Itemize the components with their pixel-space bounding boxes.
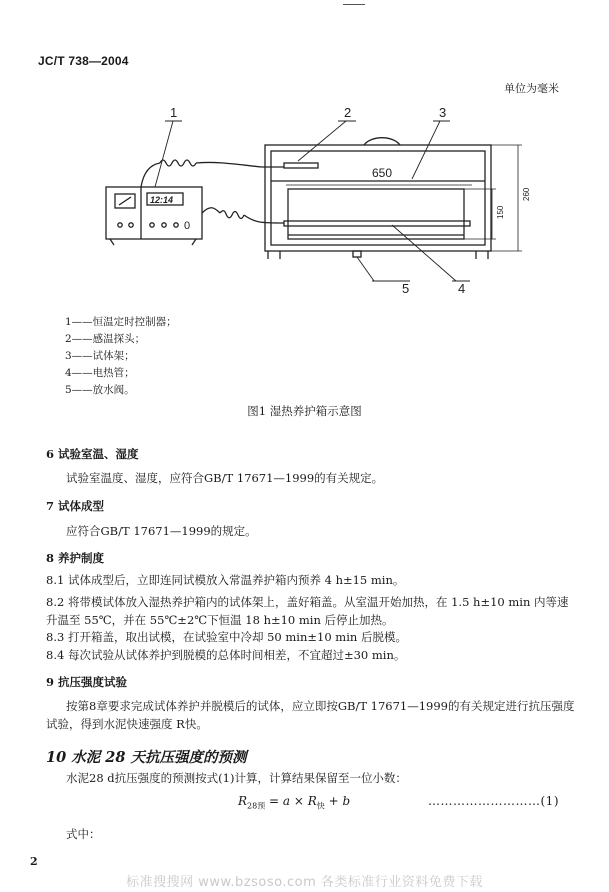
curing-box xyxy=(265,138,491,259)
where-label: 式中： xyxy=(66,827,101,841)
unit-note: 单位为毫米 xyxy=(504,82,559,95)
section-9-heading: 9 抗压强度试验 xyxy=(46,675,128,689)
temperature-probe xyxy=(284,163,318,168)
legend-item: 2——感温探头； xyxy=(65,333,146,345)
section-6-body: 试验室温度、湿度，应符合GB/T 17671—1999的有关规定。 xyxy=(66,471,384,485)
section-8-item: 8.4 每次试验从试体养护到脱模的总体时间相差，不宜超过±30 min。 xyxy=(46,648,406,662)
dim-150: 150 xyxy=(496,205,505,219)
watermark-banner: 标准搜搜网 www.bzsoso.com 各类标准行业资料免费下载 xyxy=(126,875,483,890)
formula-1: $R_{28预} = a \times R_快 + b$ xyxy=(238,794,351,811)
heating-tube xyxy=(284,221,470,226)
callout-2: 2 xyxy=(344,105,352,120)
dim-650: 650 xyxy=(372,166,393,180)
section-8-item: 8.2 将带模试体放入湿热养护箱内的试体架上，盖好箱盖。从室温开始加热，在 1.5 h±10 min 内等速 xyxy=(46,595,569,609)
section-7-heading: 7 试体成型 xyxy=(46,499,105,513)
box-lid-handle xyxy=(364,138,400,145)
legend-item: 4——电热管； xyxy=(65,367,135,379)
figure-humid-heat-curing-box xyxy=(0,95,609,305)
drain-valve-icon xyxy=(353,251,361,257)
controller-knob-icon xyxy=(174,223,178,227)
legend-item: 3——试体架； xyxy=(65,350,135,362)
figure-legend xyxy=(65,314,177,399)
standard-code: JC/T 738—2004 xyxy=(38,54,129,68)
controller-knob-icon xyxy=(129,223,133,227)
section-8-item: 8.1 试体成型后，立即连同试模放入常温养护箱内预养 4 h±15 min。 xyxy=(46,573,405,587)
cable-lower-to-heater xyxy=(244,215,284,223)
controller-knob-icon xyxy=(118,223,122,227)
page-number: 2 xyxy=(30,855,38,868)
callout-5: 5 xyxy=(402,281,410,296)
cable-coil-lower xyxy=(220,211,244,219)
controller-knob-icon xyxy=(162,223,166,227)
legend-item: 1——恒温定时控制器； xyxy=(65,316,177,328)
cable-coil-upper xyxy=(160,160,196,166)
callout-4: 4 xyxy=(458,281,466,296)
cable-lower xyxy=(202,208,220,213)
controller-knob-icon xyxy=(150,223,154,227)
section-10-body: 水泥28 d抗压强度的预测按式(1)计算，计算结果保留至一位小数： xyxy=(66,771,407,785)
callout-3: 3 xyxy=(439,105,447,120)
knob-label: 0 xyxy=(184,220,191,232)
equation-reference: ………………………(1) xyxy=(428,794,559,808)
section-8-item-cont: 升温至 55℃，并在 55℃±2℃下恒温 18 h±10 min 后停止加热。 xyxy=(46,613,394,627)
specimen-rack xyxy=(288,189,464,239)
section-6-heading: 6 试验室温、湿度 xyxy=(46,447,139,461)
cable-upper xyxy=(141,163,160,187)
section-8-item: 8.3 打开箱盖，取出试模，在试验室中冷却 50 min±10 min 后脱模。 xyxy=(46,630,407,644)
section-10-heading: 10 水泥 28 天抗压强度的预测 xyxy=(46,749,247,766)
top-rule xyxy=(343,4,365,5)
timer-display-text: 12:14 xyxy=(150,195,174,205)
section-9-body-cont: 试验，得到水泥快速强度 R快。 xyxy=(46,717,208,731)
legend-item: 5——放水阀。 xyxy=(65,384,135,396)
section-9-body: 按第8章要求完成试体养护并脱模后的试体，应立即按GB/T 17671—1999的有关规定进行抗压强度 xyxy=(66,699,575,713)
section-8-heading: 8 养护制度 xyxy=(46,551,105,565)
figure-caption: 图1 湿热养护箱示意图 xyxy=(247,404,362,418)
section-7-body: 应符合GB/T 17671—1999的规定。 xyxy=(66,524,257,538)
callout-1: 1 xyxy=(170,105,178,120)
dim-260: 260 xyxy=(522,187,531,201)
